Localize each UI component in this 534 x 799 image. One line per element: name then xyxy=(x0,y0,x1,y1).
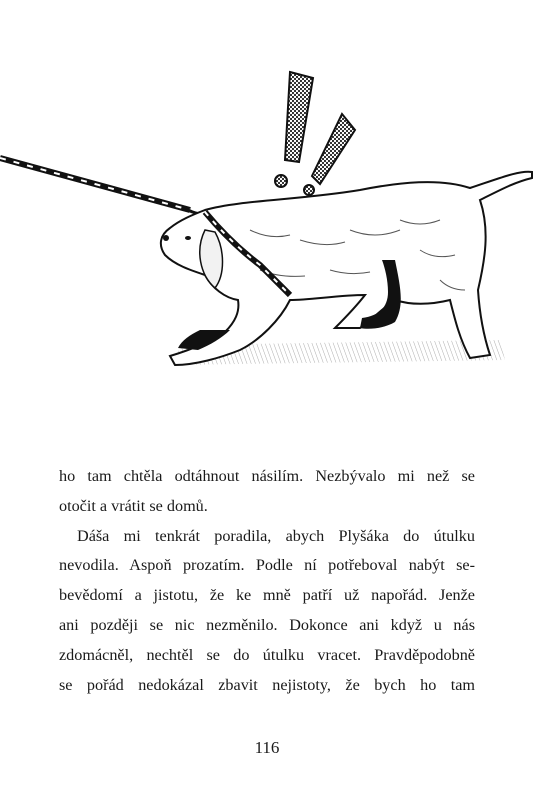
paragraph xyxy=(59,522,475,701)
text-line: Dáša mi tenkrát poradila, abych Plyšáka do útulku xyxy=(77,526,475,545)
exclamation-mark-right xyxy=(304,114,355,195)
leash xyxy=(0,158,222,214)
text-line: nevodila. Aspoň prozatím. Podle ní potřeboval nabýt se- xyxy=(59,556,475,575)
page-number: 116 xyxy=(254,738,280,757)
text-line: otočit a vrátit se domů. xyxy=(59,496,208,515)
text-line: se pořád nedokázal zbavit nejistoty, že bych ho tam xyxy=(59,675,475,694)
text-line: ho tam chtěla odtáhnout násilím. Nezbývalo mi než se xyxy=(59,467,475,485)
body-text xyxy=(59,462,475,700)
dog xyxy=(161,172,532,365)
exclamation-mark-left xyxy=(275,72,313,187)
text-line: bevědomí a jistotu, že ke mně patří už napořád. Jenže xyxy=(59,586,475,605)
text-line: ani později se nic nezměnilo. Dokonce ani když u nás xyxy=(59,615,475,634)
paragraph xyxy=(59,462,475,522)
text-line: zdomácněl, nechtěl se do útulku vracet. Pravděpodobně xyxy=(59,645,475,664)
dog-leash-illustration xyxy=(0,60,534,390)
